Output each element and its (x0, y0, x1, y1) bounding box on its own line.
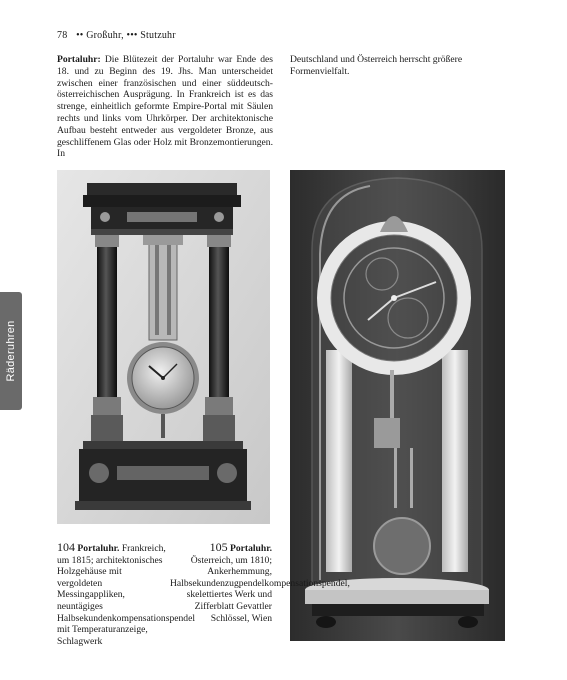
caption-number: 104 (57, 540, 75, 554)
body-paragraph-left: Die Blütezeit der Portaluhr war Ende des 18. und zu Beginn des 19. Jhs. Man unterscheidet zwischen einer französischen und einer süddeutsch-österreichischen Ausprägung. In Frankreich ist es das strenge, einheitlich geformte Empire-Portal mit Säulen rechts und links vom Uhrkörper. Der architektonische Aufbau besteht entweder aus vergoldeter Bronze, aus geschliffenem Glas oder Holz mit Bronzemontierungen. In (57, 54, 273, 160)
side-tab[interactable] (0, 292, 22, 410)
caption-title: Portaluhr. (77, 543, 120, 554)
portal-clock-illustration (57, 170, 270, 524)
caption-text: Frankreich, um 1815; architektonisches Holzgehäuse mit vergoldeten Messingappliken, neuntägiges Halbsekundenkompensationspendel mit Temperaturanzeige, Schlagwerk (57, 543, 196, 647)
page-header (57, 30, 477, 41)
dome-clock-illustration (290, 170, 505, 641)
photo-portal-clock-france (57, 170, 270, 524)
body-text-right (290, 54, 508, 78)
side-tab-label: Räderuhren (5, 320, 17, 382)
caption-105 (170, 540, 350, 624)
caption-title: Portaluhr. (229, 543, 272, 554)
term-heading: Portaluhr: (57, 54, 101, 65)
photo-portal-clock-austria (290, 170, 505, 641)
caption-text: Österreich, um 1810; Ankerhemmung, Halbsekundenzugpendelkompensationspendel, skelettiertes Werk und Zifferblatt Gevattler Schlössel, Wien (170, 554, 350, 624)
caption-number: 105 (209, 540, 228, 554)
body-text-left (57, 54, 273, 160)
caption-104 (57, 540, 196, 647)
page-number: 78 (57, 30, 68, 41)
running-title: •• Großuhr, ••• Stutzuhr (76, 30, 176, 41)
body-paragraph-right: Deutschland und Österreich herrscht größere Formenvielfalt. (290, 54, 463, 77)
